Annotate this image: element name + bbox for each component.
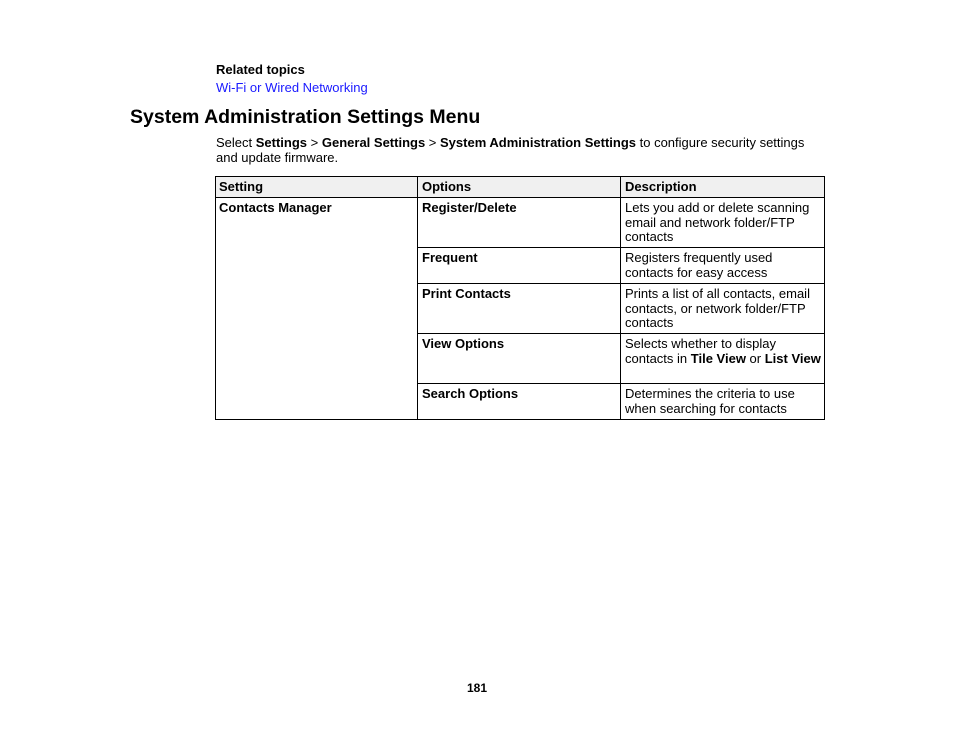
intro-settings: Settings	[255, 135, 308, 150]
view-options-desc-pre: Selects whether to display contacts in	[625, 336, 777, 366]
option-print-contacts: Print Contacts	[418, 284, 621, 334]
view-options-desc-mid: or	[745, 350, 765, 366]
table-row	[216, 198, 825, 248]
intro-post: to configure security settings and update firmware.	[216, 135, 805, 165]
table-header-row	[216, 177, 825, 198]
description-frequent: Registers frequently used contacts for easy access	[621, 248, 825, 284]
header-description: Description	[621, 177, 825, 198]
page-title: System Administration Settings Menu	[130, 106, 481, 128]
view-options-list-view: List View	[764, 350, 821, 366]
wifi-wired-networking-link[interactable]: Wi-Fi or Wired Networking	[216, 80, 368, 95]
view-options-tile-view: Tile View	[690, 350, 746, 366]
header-setting: Setting	[216, 177, 418, 198]
description-search-options: Determines the criteria to use when searching for contacts	[621, 384, 825, 420]
option-frequent: Frequent	[418, 248, 621, 284]
description-view-options	[621, 334, 825, 384]
description-print-contacts: Prints a list of all contacts, email contacts, or network folder/FTP contacts	[621, 284, 825, 334]
intro-pre: Select	[216, 135, 256, 150]
option-search-options: Search Options	[418, 384, 621, 420]
page-number: 181	[466, 681, 488, 695]
intro-system-admin-settings: System Administration Settings	[440, 135, 637, 150]
intro-sep2: >	[425, 135, 441, 150]
description-register-delete: Lets you add or delete scanning email and network folder/FTP contacts	[621, 198, 825, 248]
option-register-delete: Register/Delete	[418, 198, 621, 248]
setting-contacts-manager: Contacts Manager	[216, 198, 418, 420]
header-options: Options	[418, 177, 621, 198]
settings-table	[215, 176, 825, 420]
option-view-options: View Options	[418, 334, 621, 384]
intro-paragraph	[216, 135, 826, 165]
intro-sep1: >	[307, 135, 322, 150]
related-topics-heading: Related topics	[216, 62, 305, 77]
intro-general-settings: General Settings	[321, 135, 426, 150]
